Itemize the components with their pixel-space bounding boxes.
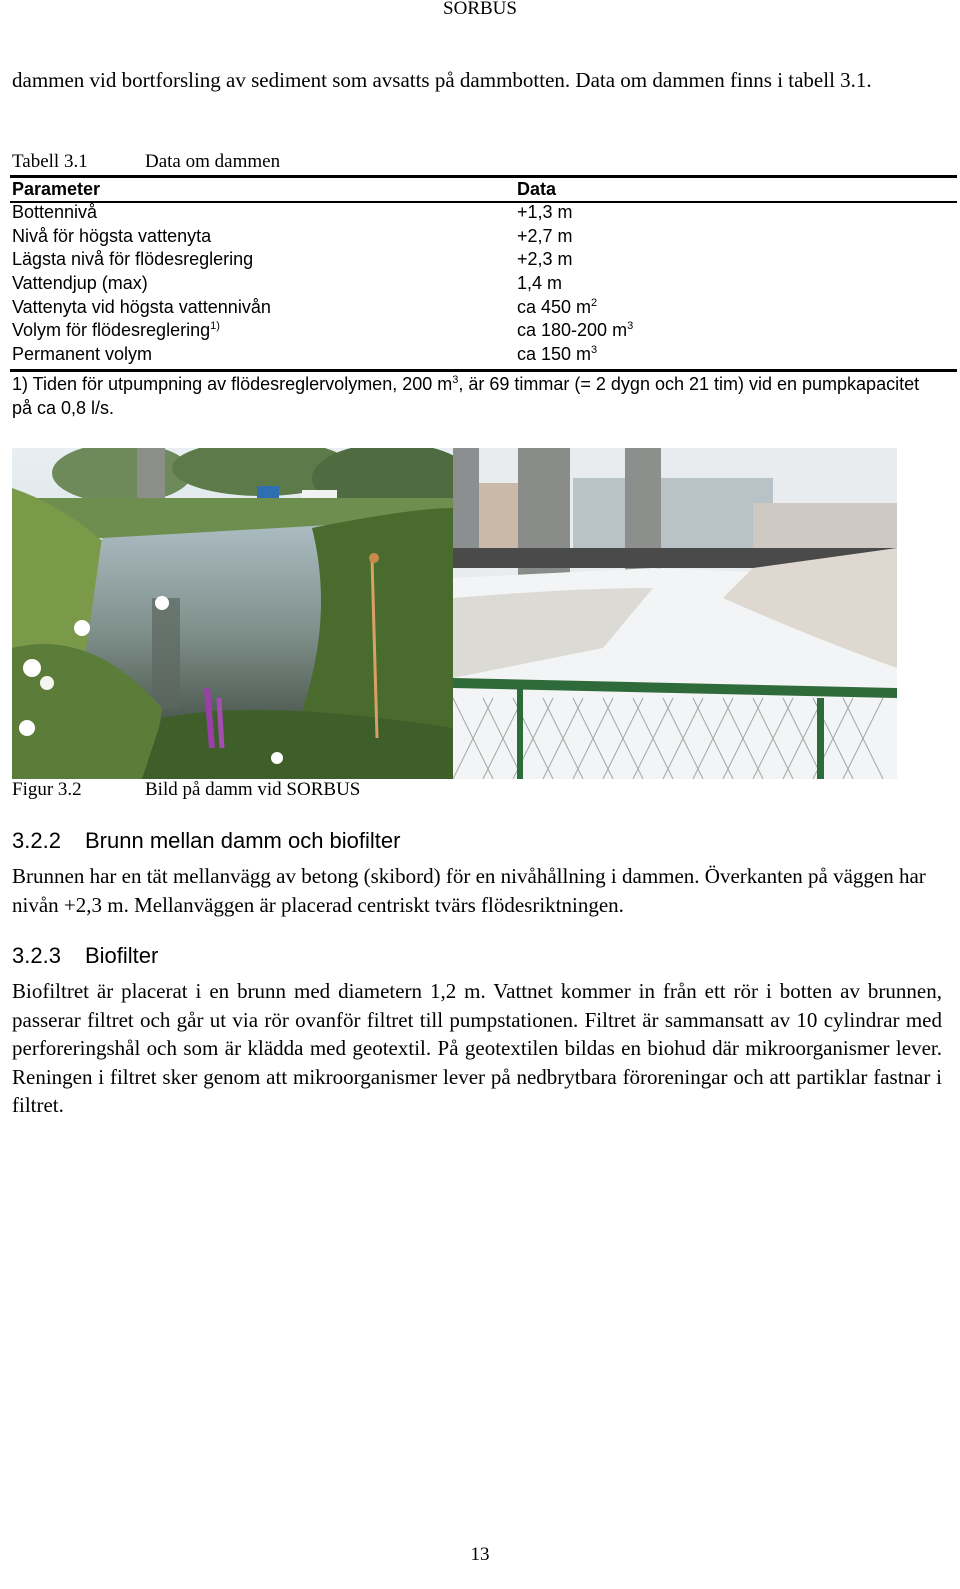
footnote-ref: 1): [210, 320, 220, 333]
section-323-body: Biofiltret är placerat i en brunn med diametern 1,2 m. Vattnet kommer in från ett rör i botten av brunnen, passerar filtret och går ut via rör ovanför filtret till pumpstationen. Filtret är sammansatt av 10 cylindrar med perforeringshål och som är klädda med geotextil. På geotextilen bildas en biohud där mikroorganismer lever. Reningen i filtret sker genom att mikroorganismer lever på nedbrytbara föroreningar och att partiklar fastnar i filtret.: [12, 979, 942, 1117]
section-heading-322: [12, 828, 400, 854]
row-value: [517, 319, 633, 343]
photo-pond-winter: [453, 448, 897, 779]
table-header-row: [12, 178, 633, 201]
row-param: Vattendjup (max): [12, 273, 148, 294]
figure-caption-text: Bild på damm vid SORBUS: [145, 779, 361, 800]
row-param-text: Volym för flödesreglering: [12, 320, 211, 341]
row-param: Bottennivå: [12, 202, 98, 223]
row-value-text: ca 450 m: [517, 296, 592, 317]
section-322-body: Brunnen har en tät mellanvägg av betong (skibord) för en nivåhållning i dammen. Överkanten på väggen har nivån +2,3 m. Mellanväggen är placerad centriskt tvärs flödesriktningen.: [12, 864, 926, 917]
section-number: 3.2.3: [12, 943, 61, 968]
footnote-text-b: , är 69 timmar (= 2 dygn och 21 tim) vid en pumpkapacitet på ca 0,8 l/s.: [12, 374, 920, 418]
section-title: Brunn mellan damm och biofilter: [85, 828, 401, 853]
table-caption-label: Tabell 3.1: [12, 151, 88, 172]
col-header-data: Data: [517, 179, 557, 199]
row-param: Lägsta nivå för flödesreglering: [12, 249, 254, 270]
row-value-sup: 2: [591, 296, 598, 309]
row-value-sup: 3: [627, 320, 634, 333]
table-caption-text: Data om dammen: [145, 151, 281, 172]
table-footnote: [12, 372, 942, 420]
figure-caption: [12, 779, 612, 803]
row-value: +1,3 m: [517, 202, 573, 223]
photo-pond-winter-image: [453, 448, 897, 779]
row-value: [517, 343, 633, 367]
running-header: SORBUS: [443, 0, 517, 19]
intro-paragraph: dammen vid bortforsling av sediment som avsatts på dammbotten. Data om dammen finns i tabell 3.1.: [12, 68, 872, 92]
row-value: [517, 295, 633, 319]
section-heading-323: [12, 943, 158, 969]
table-row: [12, 225, 633, 249]
photo-pond-summer-image: [12, 448, 453, 779]
table-row: [12, 319, 633, 343]
section-number: 3.2.2: [12, 828, 61, 853]
row-value: +2,7 m: [517, 225, 573, 246]
row-value-text: ca 150 m: [517, 343, 592, 364]
footnote-sup: 3: [452, 374, 459, 386]
row-param: [12, 319, 517, 343]
row-value-sup: 3: [591, 343, 598, 356]
table-caption: [12, 151, 612, 175]
row-value: +2,3 m: [517, 249, 573, 270]
table-row: [12, 343, 633, 367]
table-row: [12, 272, 633, 296]
figure-caption-label: Figur 3.2: [12, 779, 82, 800]
table-row: [12, 248, 633, 272]
row-value-text: ca 180-200 m: [517, 320, 628, 341]
row-param: Nivå för högsta vattenyta: [12, 225, 212, 246]
photo-pond-summer: [12, 448, 453, 779]
footnote-text-a: 1) Tiden för utpumpning av flödesreglervolymen, 200 m: [12, 374, 453, 394]
table-row: [12, 201, 633, 225]
col-header-parameter: Parameter: [12, 179, 101, 199]
row-param: Vattenyta vid högsta vattennivån: [12, 296, 271, 317]
dam-data-table: [12, 178, 633, 366]
section-title: Biofilter: [85, 943, 159, 968]
row-param: Permanent volym: [12, 343, 153, 364]
table-row: [12, 295, 633, 319]
row-value: 1,4 m: [517, 273, 563, 294]
page-number: 13: [470, 1544, 490, 1565]
